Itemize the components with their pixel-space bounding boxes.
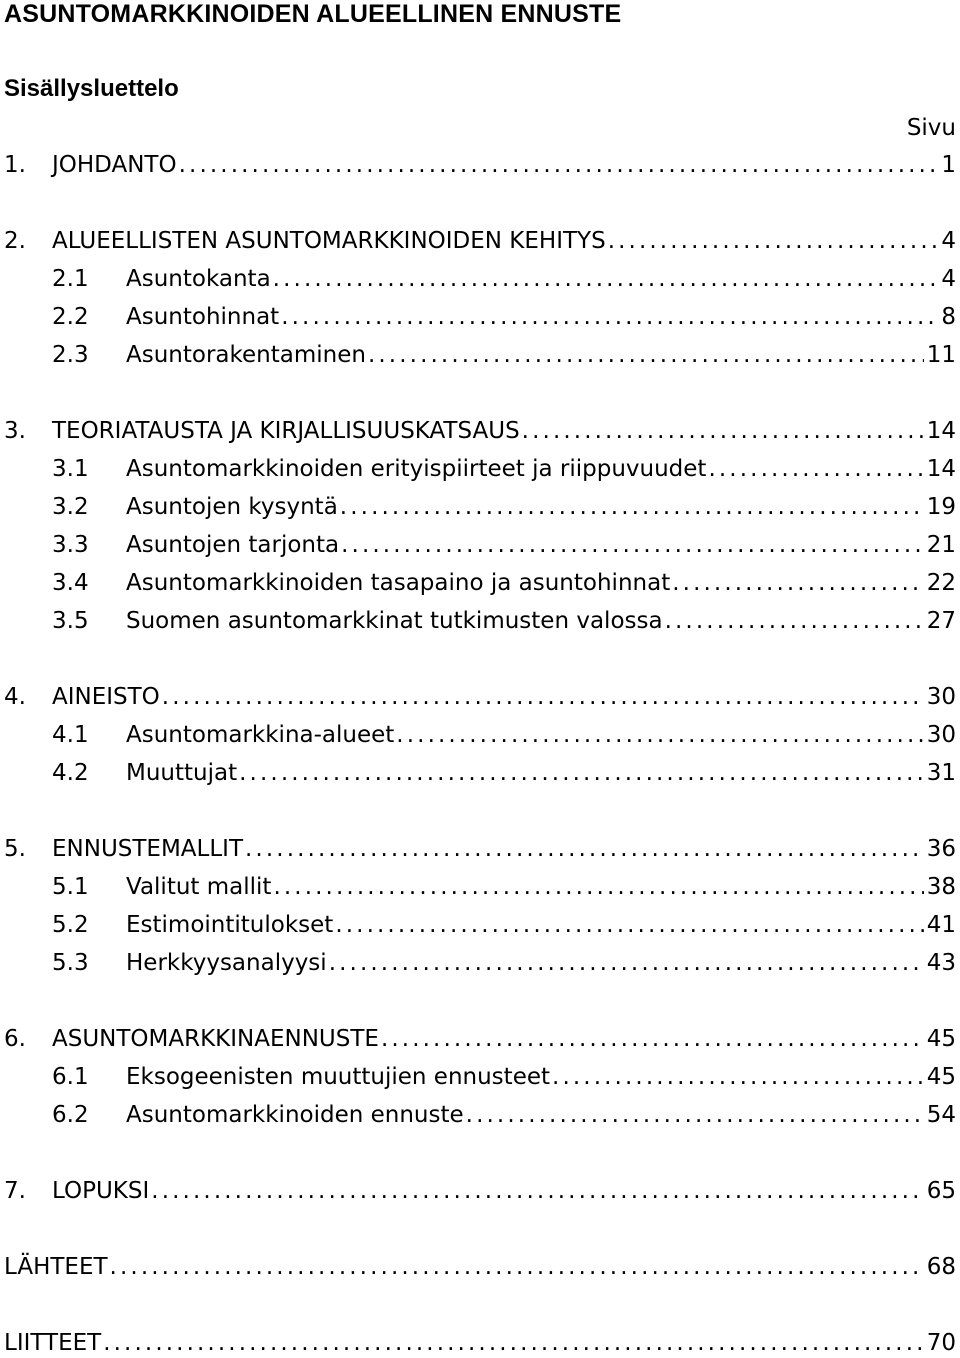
toc-entry[interactable] <box>4 682 956 712</box>
toc-entry-number: 6.1 <box>52 1064 89 1090</box>
toc-entry-title: Estimointitulokset <box>126 912 334 938</box>
toc-entry-number: 4. <box>4 684 26 710</box>
page-column-label: Sivu <box>906 115 956 141</box>
toc-entry-page-number: 27 <box>926 608 956 634</box>
toc-entry[interactable] <box>52 264 956 294</box>
dot-leader <box>368 340 924 370</box>
toc-entry-title: Asuntojen tarjonta <box>126 532 340 558</box>
toc-entry[interactable] <box>52 720 956 750</box>
toc-entry-number: 2. <box>4 228 26 254</box>
toc-entry-page-number: 4 <box>941 266 956 292</box>
toc-entry-number: 2.2 <box>52 304 89 330</box>
toc-entry[interactable] <box>52 530 956 560</box>
toc-entry-title: Herkkyysanalyysi <box>126 950 327 976</box>
toc-entry-number: 6. <box>4 1026 26 1052</box>
toc-entry-title: TEORIATAUSTA JA KIRJALLISUUSKATSAUS <box>52 418 520 444</box>
toc-entry-page-number: 45 <box>926 1064 956 1090</box>
document-title: ASUNTOMARKKINOIDEN ALUEELLINEN ENNUSTE <box>4 0 622 28</box>
dot-leader <box>466 1100 924 1130</box>
toc-entry-number: 5. <box>4 836 26 862</box>
toc-entry-title: LÄHTEET <box>4 1254 108 1280</box>
toc-entry-page-number: 45 <box>926 1026 956 1052</box>
dot-leader <box>110 1252 924 1282</box>
toc-entry-title: Asuntomarkkinoiden tasapaino ja asuntohinnat <box>126 570 671 596</box>
toc-entry-page-number: 70 <box>926 1330 956 1356</box>
toc-entry[interactable] <box>52 758 956 788</box>
toc-entry-number: 3.5 <box>52 608 89 634</box>
toc-entry-title: Asuntokanta <box>126 266 271 292</box>
toc-entry-title: Asuntomarkkina-alueet <box>126 722 395 748</box>
toc-entry-title: Muuttujat <box>126 760 238 786</box>
toc-entry-page-number: 11 <box>926 342 956 368</box>
toc-entry-number: 5.2 <box>52 912 89 938</box>
toc-entry-title: JOHDANTO <box>52 152 177 178</box>
toc-entry-page-number: 22 <box>926 570 956 596</box>
toc-entry-number: 7. <box>4 1178 26 1204</box>
toc-entry-number: 3.4 <box>52 570 89 596</box>
toc-entry[interactable] <box>4 1176 956 1206</box>
toc-entry-page-number: 30 <box>926 722 956 748</box>
dot-leader <box>381 1024 924 1054</box>
toc-entry-number: 2.1 <box>52 266 89 292</box>
dot-leader <box>665 606 924 636</box>
toc-entry[interactable] <box>4 834 956 864</box>
toc-entry-page-number: 14 <box>926 418 956 444</box>
toc-entry-title: Asuntohinnat <box>126 304 280 330</box>
toc-entry-title: LOPUKSI <box>52 1178 150 1204</box>
toc-entry[interactable] <box>52 340 956 370</box>
toc-entry-page-number: 4 <box>941 228 956 254</box>
toc-entry-page-number: 30 <box>926 684 956 710</box>
dot-leader <box>708 454 923 484</box>
dot-leader <box>608 226 939 256</box>
toc-entry[interactable] <box>52 1100 956 1130</box>
toc-entry-number: 4.2 <box>52 760 89 786</box>
toc-entry-title: ALUEELLISTEN ASUNTOMARKKINOIDEN KEHITYS <box>52 228 606 254</box>
toc-entry-page-number: 19 <box>926 494 956 520</box>
toc-entry[interactable] <box>52 302 956 332</box>
dot-leader <box>340 492 924 522</box>
toc-entry-title: Valitut mallit <box>126 874 272 900</box>
dot-leader <box>281 302 938 332</box>
dot-leader <box>103 1328 924 1358</box>
toc-entry-page-number: 65 <box>926 1178 956 1204</box>
toc-entry-page-number: 41 <box>926 912 956 938</box>
toc-entry-page-number: 31 <box>926 760 956 786</box>
toc-entry-number: 5.1 <box>52 874 89 900</box>
toc-entry-title: Asuntorakentaminen <box>126 342 366 368</box>
toc-entry-title: Suomen asuntomarkkinat tutkimusten valossa <box>126 608 663 634</box>
dot-leader <box>162 682 924 712</box>
toc-entry-page-number: 8 <box>941 304 956 330</box>
toc-entry-page-number: 1 <box>941 152 956 178</box>
toc-entry[interactable] <box>4 1024 956 1054</box>
toc-entry[interactable] <box>52 1062 956 1092</box>
toc-entry-page-number: 54 <box>926 1102 956 1128</box>
dot-leader <box>179 150 939 180</box>
dot-leader <box>335 910 923 940</box>
dot-leader <box>273 264 939 294</box>
toc-entry-title: LIITTEET <box>4 1330 102 1356</box>
toc-entry-page-number: 43 <box>926 950 956 976</box>
toc-entry[interactable] <box>4 416 956 446</box>
toc-entry[interactable] <box>52 454 956 484</box>
dot-leader <box>672 568 924 598</box>
toc-entry-number: 3.1 <box>52 456 89 482</box>
toc-entry-page-number: 21 <box>926 532 956 558</box>
toc-entry-page-number: 36 <box>926 836 956 862</box>
dot-leader <box>151 1176 923 1206</box>
toc-entry-page-number: 14 <box>926 456 956 482</box>
toc-entry-title: Eksogeenisten muuttujien ennusteet <box>126 1064 551 1090</box>
dot-leader <box>273 872 923 902</box>
toc-entry-page-number: 68 <box>926 1254 956 1280</box>
toc-entry-number: 1. <box>4 152 26 178</box>
toc-heading: Sisällysluettelo <box>4 75 179 102</box>
toc-entry-number: 4.1 <box>52 722 89 748</box>
toc-entry[interactable] <box>52 606 956 636</box>
toc-entry[interactable] <box>52 910 956 940</box>
toc-entry[interactable] <box>4 226 956 256</box>
toc-entry-title: AINEISTO <box>52 684 160 710</box>
toc-entry[interactable] <box>52 568 956 598</box>
toc-entry[interactable] <box>52 872 956 902</box>
dot-leader <box>239 758 924 788</box>
toc-entry-page-number: 38 <box>926 874 956 900</box>
toc-entry[interactable] <box>52 948 956 978</box>
toc-entry-title: Asuntomarkkinoiden ennuste <box>126 1102 464 1128</box>
dot-leader <box>396 720 923 750</box>
toc-entry-title: Asuntomarkkinoiden erityispiirteet ja riippuvuudet <box>126 456 707 482</box>
dot-leader <box>245 834 924 864</box>
toc-entry[interactable] <box>4 1252 956 1282</box>
toc-entry-number: 3.2 <box>52 494 89 520</box>
dot-leader <box>522 416 924 446</box>
toc-entry-title: Asuntojen kysyntä <box>126 494 338 520</box>
dot-leader <box>329 948 924 978</box>
toc-entry-number: 6.2 <box>52 1102 89 1128</box>
toc-entry-number: 3. <box>4 418 26 444</box>
toc-entry-title: ASUNTOMARKKINAENNUSTE <box>52 1026 379 1052</box>
toc-entry-title: ENNUSTEMALLIT <box>52 836 243 862</box>
dot-leader <box>552 1062 924 1092</box>
toc-entry-number: 5.3 <box>52 950 89 976</box>
toc-entry-number: 3.3 <box>52 532 89 558</box>
toc-entry[interactable] <box>4 150 956 180</box>
dot-leader <box>341 530 924 560</box>
toc-entry[interactable] <box>52 492 956 522</box>
toc-entry[interactable] <box>4 1328 956 1358</box>
toc-entry-number: 2.3 <box>52 342 89 368</box>
